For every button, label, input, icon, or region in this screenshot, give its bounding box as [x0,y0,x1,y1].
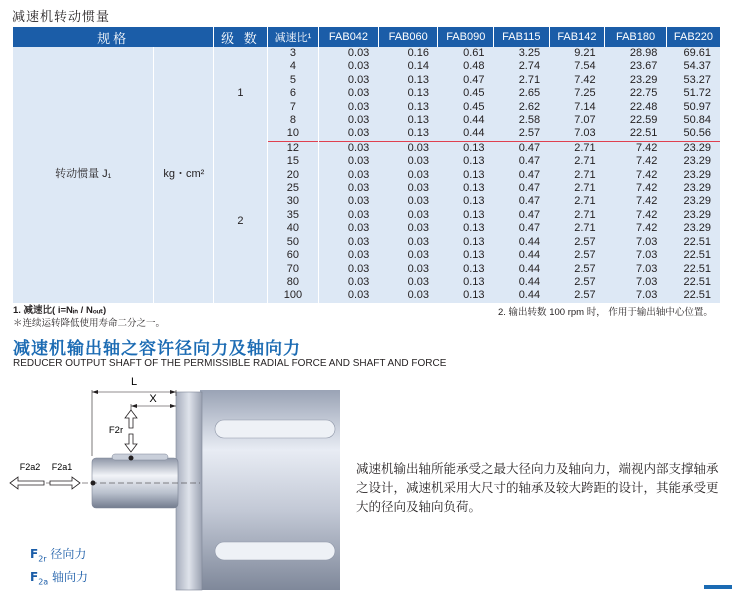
legend-symbol: F [30,570,39,585]
value-cell: 0.47 [494,141,550,155]
value-cell: 0.03 [319,47,379,60]
value-cell: 22.51 [666,289,720,302]
value-cell: 0.16 [378,47,438,60]
corner-decoration [704,585,732,589]
section-subtitle: REDUCER OUTPUT SHAFT OF THE PERMISSIBLE RADIAL FORCE AND SHAFT AND FORCE [13,358,447,369]
ratio-cell: 4 [267,60,318,73]
value-cell: 22.51 [666,236,720,249]
legend-symbol: F [30,547,39,561]
legend-text: 轴向力 [52,570,89,585]
value-cell: 2.71 [549,155,605,168]
value-cell: 0.13 [438,222,494,235]
value-cell: 23.29 [666,155,720,168]
value-cell: 0.47 [494,155,550,168]
value-cell: 0.03 [319,289,379,302]
legend-radial [30,545,88,568]
axial-force-arrow [10,477,80,489]
radial-force-arrow [125,410,137,452]
page-title: 减速机转动惯量 [12,10,111,25]
value-cell: 3.25 [494,47,550,60]
value-cell: 7.42 [605,209,667,222]
value-cell: 0.44 [494,289,550,302]
value-cell: 7.42 [549,74,605,87]
value-cell: 0.03 [319,87,379,100]
value-cell: 7.07 [549,114,605,127]
value-cell: 2.62 [494,101,550,114]
value-cell: 0.03 [378,169,438,182]
value-cell: 23.29 [666,182,720,195]
label-X: X [149,393,157,405]
value-cell: 7.42 [605,195,667,208]
value-cell: 7.54 [549,60,605,73]
value-cell: 69.61 [666,47,720,60]
value-cell: 2.71 [549,209,605,222]
label-F2a1: F2a1 [51,462,73,472]
value-cell: 0.03 [319,195,379,208]
value-cell: 7.42 [605,141,667,155]
value-cell: 2.71 [549,222,605,235]
header-spec: 规格 [13,27,214,47]
value-cell: 2.57 [549,236,605,249]
ratio-cell: 70 [267,263,318,276]
header-model: FAB220 [666,27,720,47]
value-cell: 0.03 [319,263,379,276]
value-cell: 0.47 [494,222,550,235]
header-ratio: 减速比¹ [267,27,318,47]
ratio-cell: 30 [267,195,318,208]
value-cell: 0.61 [438,47,494,60]
value-cell: 50.84 [666,114,720,127]
legend-subscript: 2r [38,554,47,564]
value-cell: 0.47 [494,195,550,208]
value-cell: 0.03 [378,236,438,249]
header-model: FAB090 [438,27,494,47]
value-cell: 0.13 [438,276,494,289]
ratio-cell: 10 [267,127,318,141]
value-cell: 22.51 [666,276,720,289]
inertia-table [13,27,720,303]
header-model: FAB060 [378,27,438,47]
value-cell: 0.44 [494,249,550,262]
header-model: FAB042 [319,27,379,47]
value-cell: 53.27 [666,74,720,87]
value-cell: 0.44 [494,263,550,276]
ratio-cell: 7 [267,101,318,114]
value-cell: 0.13 [438,289,494,302]
value-cell: 0.03 [378,209,438,222]
value-cell: 0.13 [438,209,494,222]
value-cell: 0.03 [319,74,379,87]
value-cell: 22.51 [666,249,720,262]
value-cell: 0.03 [378,182,438,195]
value-cell: 2.57 [549,289,605,302]
value-cell: 0.03 [378,276,438,289]
value-cell: 0.03 [378,289,438,302]
row-label-inertia: 转动惯量 J₁ [13,47,154,303]
header-model: FAB180 [605,27,667,47]
value-cell: 0.44 [438,127,494,141]
ratio-cell: 80 [267,276,318,289]
value-cell: 0.13 [438,263,494,276]
value-cell: 7.03 [605,236,667,249]
force-point-axial [91,481,96,486]
note-continuous-operation: ＊连续运转降低使用寿命二分之一。 [13,318,166,329]
ratio-cell: 15 [267,155,318,168]
arrow-head [92,390,98,394]
ratio-cell: 6 [267,87,318,100]
section-description: 减速机输出轴所能承受之最大径向力及轴向力，端视内部支撑轴承之设计，减速机采用大尺寸的轴承及较大跨距的设计，其能承受更大的径向及轴向负荷。 [356,461,719,514]
value-cell: 0.03 [319,114,379,127]
value-cell: 7.42 [605,169,667,182]
value-cell: 7.03 [549,127,605,141]
ratio-cell: 40 [267,222,318,235]
legend-axial [30,568,88,591]
gearbox-flange [176,392,202,590]
value-cell: 0.03 [319,276,379,289]
ratio-cell: 20 [267,169,318,182]
value-cell: 50.56 [666,127,720,141]
value-cell: 0.03 [319,169,379,182]
value-cell: 0.03 [319,60,379,73]
value-cell: 0.13 [438,182,494,195]
value-cell: 0.47 [438,74,494,87]
value-cell: 2.71 [549,141,605,155]
section-title: 减速机输出轴之容许径向力及轴向力 [13,339,301,359]
value-cell: 2.71 [549,182,605,195]
value-cell: 0.13 [438,141,494,155]
arrow-head [170,390,176,394]
header-model: FAB142 [549,27,605,47]
label-L: L [130,376,138,388]
value-cell: 7.03 [605,249,667,262]
legend-text: 径向力 [50,547,87,561]
force-point-radial [129,456,134,461]
value-cell: 0.03 [378,263,438,276]
arrow-head [170,404,176,408]
header-stage: 级 数 [214,27,268,47]
value-cell: 0.03 [378,141,438,155]
force-legend [30,545,88,591]
header-model: FAB115 [494,27,550,47]
value-cell: 0.13 [378,101,438,114]
value-cell: 0.03 [319,222,379,235]
table-header-row [13,27,720,47]
value-cell: 0.13 [438,155,494,168]
stage-cell: 1 [214,47,268,141]
value-cell: 0.44 [438,114,494,127]
ratio-cell: 25 [267,182,318,195]
value-cell: 0.03 [378,155,438,168]
value-cell: 7.42 [605,182,667,195]
value-cell: 2.65 [494,87,550,100]
value-cell: 0.13 [378,74,438,87]
value-cell: 0.44 [494,236,550,249]
value-cell: 0.48 [438,60,494,73]
value-cell: 2.74 [494,60,550,73]
value-cell: 7.25 [549,87,605,100]
value-cell: 22.51 [666,263,720,276]
value-cell: 0.03 [319,249,379,262]
value-cell: 0.13 [438,236,494,249]
value-cell: 23.29 [666,222,720,235]
value-cell: 0.47 [494,169,550,182]
value-cell: 0.45 [438,87,494,100]
table-row [13,47,720,60]
value-cell: 7.42 [605,155,667,168]
ratio-cell: 8 [267,114,318,127]
value-cell: 23.29 [605,74,667,87]
value-cell: 0.45 [438,101,494,114]
value-cell: 0.13 [438,169,494,182]
value-cell: 0.47 [494,209,550,222]
ratio-cell: 5 [267,74,318,87]
notes-left [13,304,165,330]
value-cell: 0.13 [378,114,438,127]
value-cell: 0.03 [319,209,379,222]
note-ratio-definition: 1. 减速比( i=Nᵢₙ / Nₒᵤₜ) [13,305,107,316]
ratio-cell: 3 [267,47,318,60]
ratio-cell: 12 [267,141,318,155]
label-F2r: F2r [108,425,124,436]
value-cell: 2.57 [549,249,605,262]
value-cell: 0.03 [378,195,438,208]
value-cell: 23.29 [666,195,720,208]
value-cell: 7.42 [605,222,667,235]
value-cell: 0.13 [378,127,438,141]
value-cell: 0.47 [494,182,550,195]
value-cell: 0.14 [378,60,438,73]
value-cell: 7.03 [605,289,667,302]
label-F2a2: F2a2 [19,462,41,472]
housing-slot [215,542,335,560]
value-cell: 22.48 [605,101,667,114]
value-cell: 0.13 [438,195,494,208]
value-cell: 0.03 [319,141,379,155]
value-cell: 2.71 [549,195,605,208]
value-cell: 2.57 [549,276,605,289]
value-cell: 7.03 [605,276,667,289]
value-cell: 22.75 [605,87,667,100]
value-cell: 23.29 [666,209,720,222]
value-cell: 0.44 [494,276,550,289]
housing-slot [215,420,335,438]
ratio-cell: 50 [267,236,318,249]
value-cell: 0.03 [378,249,438,262]
value-cell: 0.13 [438,249,494,262]
ratio-cell: 100 [267,289,318,302]
ratio-cell: 60 [267,249,318,262]
arrow-head [131,404,137,408]
value-cell: 9.21 [549,47,605,60]
legend-subscript: 2a [38,577,49,587]
row-unit: kg・cm² [154,47,214,303]
value-cell: 2.71 [494,74,550,87]
value-cell: 0.03 [319,101,379,114]
value-cell: 2.57 [549,263,605,276]
value-cell: 28.98 [605,47,667,60]
value-cell: 0.13 [378,87,438,100]
value-cell: 50.97 [666,101,720,114]
ratio-cell: 35 [267,209,318,222]
stage-cell: 2 [214,141,268,302]
shaft-key [112,454,168,460]
value-cell: 7.14 [549,101,605,114]
value-cell: 7.03 [605,263,667,276]
value-cell: 22.51 [605,127,667,141]
value-cell: 23.29 [666,169,720,182]
value-cell: 23.29 [666,141,720,155]
value-cell: 0.03 [378,222,438,235]
value-cell: 0.03 [319,236,379,249]
value-cell: 2.58 [494,114,550,127]
value-cell: 2.57 [494,127,550,141]
value-cell: 0.03 [319,182,379,195]
value-cell: 51.72 [666,87,720,100]
note-output-speed: 2. 输出转数 100 rpm 时， 作用于输出轴中心位置。 [498,307,713,318]
value-cell: 22.59 [605,114,667,127]
value-cell: 0.03 [319,155,379,168]
value-cell: 23.67 [605,60,667,73]
value-cell: 54.37 [666,60,720,73]
value-cell: 2.71 [549,169,605,182]
value-cell: 0.03 [319,127,379,141]
